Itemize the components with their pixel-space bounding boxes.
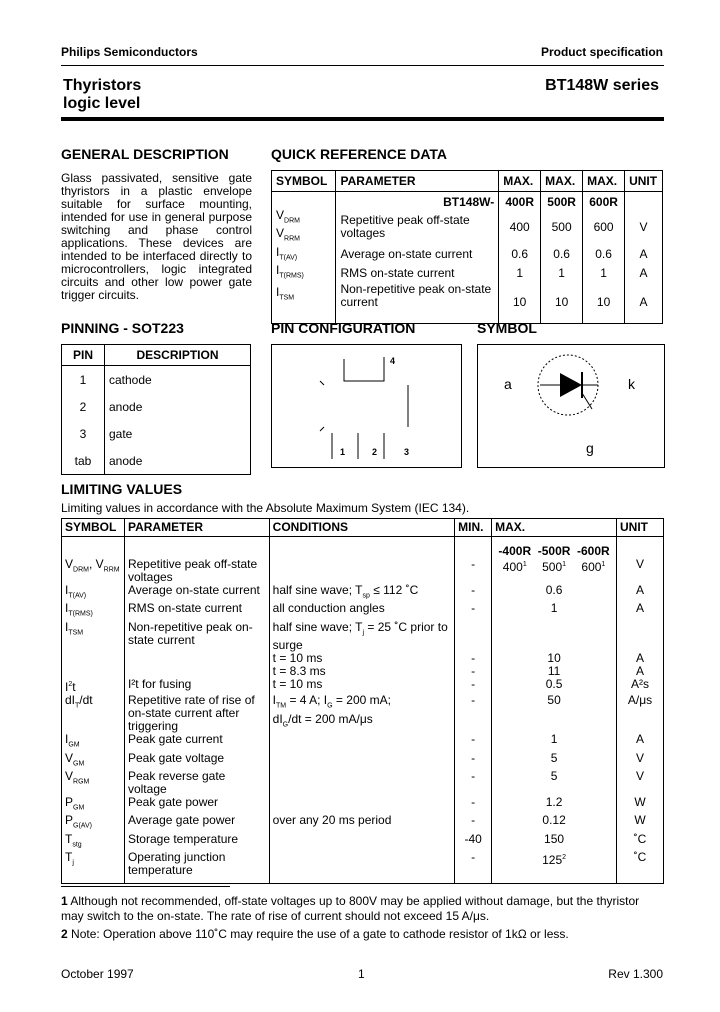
table-row: 2 anode (62, 393, 251, 420)
table-row: $I_{T(AV)}$ Average on-state current 0.6 0.6 0.6 A (272, 246, 663, 264)
table-row: $P_{GM}$ Peak gate power - 1.2 W (62, 796, 664, 814)
title-line-2: logic level (63, 95, 141, 112)
lim-type-1: -500R (537, 544, 571, 558)
qrd-type-500r: 500R (541, 192, 583, 210)
lim-col-unit: UNIT (617, 519, 664, 537)
lim-col-parameter: PARAMETER (124, 519, 269, 537)
table-row: 1 cathode (62, 366, 251, 394)
package-corner-top (320, 381, 324, 385)
qrd-col-max-3: MAX. (583, 171, 625, 192)
thyristor-triangle (560, 373, 582, 397)
cathode-label: k (628, 376, 635, 392)
symbol-heading: SYMBOL (477, 320, 537, 336)
header-rule (61, 65, 664, 66)
document-type: Product specification (540, 45, 663, 59)
limiting-values-heading: LIMITING VALUES (61, 481, 183, 497)
table-row: tab anode (62, 447, 251, 475)
pin-col-description: DESCRIPTION (105, 345, 251, 366)
product-series-title: BT148W series (545, 77, 659, 94)
footnote-2: 2 Note: Operation above 110˚C may require the use of a gate to cathode resistor of 1kΩ or less. (61, 927, 569, 941)
title-thick-rule (61, 117, 664, 121)
table-row: $V_{GM}$ Peak gate voltage - 5 V (62, 752, 664, 770)
limiting-values-table (61, 518, 664, 884)
lim-type-row (62, 537, 664, 559)
sot223-package-drawing (272, 345, 461, 467)
qrd-type-400r: 400R (499, 192, 541, 210)
footnote-1: 1 Although not recommended, off-state voltages up to 800V may be applied without damage, but the thyristor may switch to the on-state. The rate of rise of current should not exceed 15 A/μs. (61, 894, 640, 923)
company-name: Philips Semiconductors (61, 45, 198, 59)
qrd-col-max-2: MAX. (541, 171, 583, 192)
thyristor-symbol-box (477, 344, 665, 468)
table-row: $V_{DRM}$ $V_{RRM}$ Repetitive peak off-state voltages 400 500 600 V (272, 209, 663, 246)
table-row: $I_{T(AV)}$ Average on-state current half sine wave; $T_{sp} \le 112$ ˚C - 0.6 A (62, 584, 664, 602)
table-row: t = 10 ms - 10 A (62, 652, 664, 665)
quick-reference-table (271, 170, 663, 324)
qrd-col-symbol: SYMBOL (272, 171, 336, 192)
gate-label: g (586, 440, 594, 456)
table-row: $I_{T(RMS)}$ RMS on-state current 1 1 1 A (272, 264, 663, 282)
limiting-values-intro: Limiting values in accordance with the Absolute Maximum System (IEC 134). (61, 501, 470, 515)
table-row: $V_{DRM}$, $V_{RRM}$ Repetitive peak off-state voltages - $400^1$ $500^1$ $600^1$ V (62, 558, 664, 584)
table-row: $I_{TSM}$ Non-repetitive peak on-state current half sine wave; $T_j = 25$ ˚C prior to surge (62, 621, 664, 652)
package-corner-bottom (320, 427, 324, 431)
lim-col-max: MAX. (492, 519, 617, 537)
table-row: 3 gate (62, 420, 251, 447)
general-description-text: Glass passivated, sensitive gate thyristors in a plastic envelope suitable for surface mounting, intended for use in general purpose switching and phase control applications. These devices are intended to be interfaced directly to microcontrollers, logic integrated circuits and other low power gate trigger circuits. (61, 171, 252, 302)
pin-configuration-heading: PIN CONFIGURATION (271, 320, 416, 336)
lim-col-conditions: CONDITIONS (269, 519, 455, 537)
footer-date: October 1997 (61, 967, 134, 981)
footer-page-number: 1 (358, 967, 365, 981)
qrd-type-600r: 600R (583, 192, 625, 210)
pin-col-pin: PIN (62, 345, 105, 366)
pin-configuration-diagram (271, 344, 462, 468)
tab-outline (344, 357, 384, 381)
lim-col-symbol: SYMBOL (62, 519, 125, 537)
pin-label-4: 4 (390, 356, 396, 366)
qrd-type-label: BT148W- (336, 192, 499, 210)
product-family-title (63, 77, 141, 113)
table-row: $T_j$ Operating junction temperature - $125^2$ ˚C (62, 851, 664, 877)
quick-reference-heading: QUICK REFERENCE DATA (271, 146, 448, 162)
qrd-col-max-1: MAX. (499, 171, 541, 192)
pin-label-3: 3 (404, 447, 410, 457)
table-row: t = 8.3 ms - 11 A (62, 665, 664, 678)
title-line-1: Thyristors (63, 77, 142, 94)
table-row: $I_{T(RMS)}$ RMS on-state current all conduction angles - 1 A (62, 602, 664, 620)
footer-revision: Rev 1.300 (608, 967, 663, 981)
general-description-heading: GENERAL DESCRIPTION (61, 146, 229, 162)
pin-label-1: 1 (340, 447, 346, 457)
table-row: $I_{GM}$ Peak gate current - 1 A (62, 733, 664, 751)
table-row: $dI_T/dt$ Repetitive rate of rise of on-state current after triggering $I_{TM} = 4$ A; $I_G = 200$ mA; $dI_G/dt = 200$ mA/μs - 50 A/μs (62, 694, 664, 733)
gate-lead (582, 393, 592, 409)
pinning-table (61, 344, 251, 475)
qrd-col-unit: UNIT (625, 171, 663, 192)
table-row: $P_{G(AV)}$ Average gate power over any 20 ms period - 0.12 W (62, 814, 664, 832)
anode-label: a (504, 376, 512, 392)
pin-label-2: 2 (372, 447, 378, 457)
table-row: $I^2t$ I²t for fusing t = 10 ms - 0.5 A²s (62, 678, 664, 694)
table-row: $V_{RGM}$ Peak reverse gate voltage - 5 V (62, 770, 664, 796)
footnote-rule (61, 886, 230, 887)
lim-type-0: -400R (498, 544, 532, 558)
qrd-col-parameter: PARAMETER (336, 171, 499, 192)
table-row: $T_{stg}$ Storage temperature -40 150 ˚C (62, 833, 664, 851)
lim-type-2: -600R (577, 544, 610, 558)
lim-col-min: MIN. (455, 519, 492, 537)
thyristor-symbol-icon (478, 345, 664, 467)
table-row: $I_{TSM}$ Non-repetitive peak on-state current 10 10 10 A (272, 283, 663, 324)
pinning-heading: PINNING - SOT223 (61, 320, 184, 336)
